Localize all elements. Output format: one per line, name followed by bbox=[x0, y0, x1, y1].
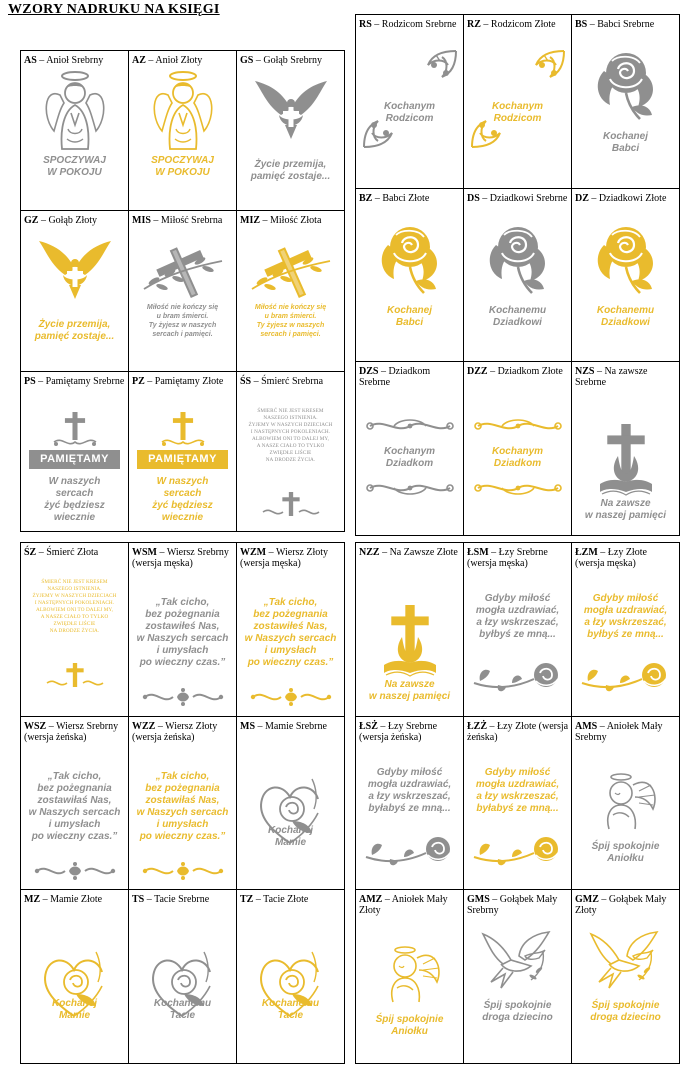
print-text: W naszych sercach żyć będziesz wiecznie bbox=[44, 475, 105, 523]
pattern-label bbox=[132, 721, 234, 743]
label-separator: – bbox=[487, 720, 498, 732]
label-separator: – bbox=[251, 375, 262, 387]
label-separator: – bbox=[145, 55, 156, 66]
print-text: Kochanemu Tacie bbox=[153, 998, 212, 1022]
label-separator: – bbox=[378, 366, 389, 378]
pattern-code: DZS bbox=[359, 366, 379, 378]
pattern-bz bbox=[356, 189, 464, 363]
print-text: SPOCZYWAJ W POKOJU bbox=[151, 155, 214, 178]
label-separator: – bbox=[260, 215, 270, 227]
pattern-name: Mamie Srebrne bbox=[265, 720, 327, 732]
label-separator: – bbox=[155, 720, 166, 732]
cross-ornament-icon bbox=[158, 410, 208, 455]
pattern-label bbox=[467, 19, 569, 30]
pattern-name: Łzy Złote (wersja żeńska) bbox=[467, 720, 569, 743]
dove-cross-icon bbox=[253, 79, 329, 146]
pattern-label bbox=[359, 721, 461, 743]
rose-icon bbox=[484, 219, 552, 300]
pattern-code: DZZ bbox=[467, 366, 488, 378]
pattern-dz bbox=[572, 189, 680, 363]
pattern-gs bbox=[237, 51, 345, 211]
pattern-wsm bbox=[129, 543, 237, 717]
pattern-code: WZZ bbox=[132, 720, 156, 732]
pattern-label bbox=[359, 366, 461, 388]
pattern-code: RZ bbox=[467, 19, 481, 30]
print-text: Gdyby miłość mogła uzdrawiać, a łzy wskrzeszać, byłbyś ze mną... bbox=[475, 593, 560, 640]
label-separator: – bbox=[489, 894, 500, 906]
pattern-code: WSM bbox=[132, 547, 157, 558]
pattern-label bbox=[240, 547, 342, 569]
pattern-label bbox=[240, 55, 342, 66]
pattern-label bbox=[575, 19, 677, 30]
pattern-name: Miłość Złota bbox=[270, 215, 322, 227]
pattern-name: Miłość Srebrna bbox=[160, 215, 223, 227]
pattern-label bbox=[132, 547, 234, 569]
pattern-rz bbox=[464, 15, 572, 189]
pattern-code: AZ bbox=[132, 55, 146, 66]
label-separator: – bbox=[40, 894, 51, 906]
pattern-code: ŁZŻ bbox=[467, 720, 488, 732]
small-cross-icon bbox=[45, 661, 105, 694]
pattern-label bbox=[132, 55, 234, 66]
rose-branch-icon bbox=[472, 833, 564, 872]
pattern-label bbox=[467, 193, 569, 204]
print-text: Kochanej Mamie bbox=[51, 998, 97, 1022]
pattern-code: GMS bbox=[467, 894, 490, 906]
pattern-label bbox=[24, 215, 126, 226]
pattern-az bbox=[129, 51, 237, 211]
pattern-code: DZ bbox=[575, 192, 589, 204]
pattern-code: TZ bbox=[240, 894, 254, 906]
cross-book-icon bbox=[596, 422, 656, 501]
pattern-nzs bbox=[572, 362, 680, 536]
pattern-as bbox=[21, 51, 129, 211]
pattern-block-2 bbox=[355, 14, 680, 536]
label-separator: – bbox=[253, 55, 264, 66]
pattern-code: MIZ bbox=[240, 215, 260, 227]
label-separator: – bbox=[38, 215, 49, 227]
print-text: ŚMIERĆ NIE JEST KRESEM NASZEGO ISTNIENIA. ŻYJEMY W NASZYCH DZIECIACH I NASTĘPNYCH POKOLENIACH. ALBOWIEM ONI TO DALEJ MY, A NASZE CIAŁO TO TYLKO ZWIĘDŁE LIŚCIE NA DRODZE ŻYCIA. bbox=[32, 579, 117, 634]
print-text: Gdyby miłość mogła uzdrawiać, a łzy wskrzeszać, byłbyś ze mną... bbox=[583, 593, 668, 640]
print-text: Śpij spokojnie droga dziecino bbox=[590, 1000, 661, 1024]
print-text: Kochanej Mamie bbox=[267, 824, 313, 848]
pattern-label bbox=[575, 193, 677, 204]
label-separator: – bbox=[487, 366, 498, 378]
label-separator: – bbox=[377, 720, 388, 732]
cross-branch-icon bbox=[138, 245, 228, 306]
print-text: Kochanym Rodzicom bbox=[383, 101, 436, 124]
pattern-label bbox=[467, 547, 569, 569]
pattern-code: ŚZ bbox=[24, 547, 37, 558]
page-title: WZORY NADRUKU NA KSIĘGI bbox=[8, 2, 220, 17]
label-separator: – bbox=[144, 894, 155, 906]
rose-branch-icon bbox=[472, 659, 564, 698]
divider-ornament-icon bbox=[141, 687, 225, 712]
pattern-name: Tacie Srebrne bbox=[154, 894, 210, 906]
pattern-label bbox=[240, 894, 342, 905]
pattern-label bbox=[24, 55, 126, 66]
pattern-code: NZZ bbox=[359, 547, 380, 558]
pattern-name: Na Zawsze Złote bbox=[389, 547, 458, 558]
label-separator: – bbox=[597, 720, 607, 732]
small-cross-icon bbox=[261, 490, 321, 523]
label-separator: – bbox=[36, 55, 47, 66]
print-text: Gdyby miłość mogła uzdrawiać, a łzy wskrzeszać, byłabyś ze mną... bbox=[475, 766, 560, 814]
pattern-code: ŁZM bbox=[575, 547, 598, 558]
pattern-pz bbox=[129, 372, 237, 532]
angel-praying-icon bbox=[40, 69, 110, 156]
print-text: Kochanej Babci bbox=[602, 131, 648, 154]
pattern-name: Wiersz Srebrny (wersja męska) bbox=[132, 547, 229, 569]
rose-icon bbox=[592, 45, 660, 126]
print-text: Kochanym Dziadkom bbox=[383, 446, 436, 470]
pattern-code: MS bbox=[240, 720, 255, 732]
pattern-label bbox=[24, 721, 126, 743]
print-text: „Tak cicho, bez pożegnania zostawiłaś Nas, w Naszych sercach i umysłach po wieczny czas.” bbox=[136, 770, 229, 842]
pattern-name: Wiersz Złoty (wersja żeńska) bbox=[132, 720, 218, 743]
pattern-ms bbox=[237, 717, 345, 891]
print-text: Kochanemu Dziadkowi bbox=[596, 304, 655, 328]
pattern-label bbox=[359, 547, 461, 558]
label-separator: – bbox=[480, 19, 491, 30]
pattern-dzs bbox=[356, 362, 464, 536]
pattern-code: AS bbox=[24, 55, 37, 66]
pattern-code: AMZ bbox=[359, 894, 383, 906]
pattern-name: Łzy Srebrne (wersja żeńska) bbox=[359, 720, 438, 743]
pattern-label bbox=[240, 721, 342, 732]
print-text: Śpij spokojnie Aniołku bbox=[375, 1014, 444, 1038]
label-separator: – bbox=[36, 547, 47, 558]
label-separator: – bbox=[588, 192, 599, 204]
pattern-name: Mamie Złote bbox=[50, 894, 103, 906]
label-separator: – bbox=[150, 215, 161, 227]
pattern-label bbox=[575, 894, 677, 916]
pattern-ams bbox=[572, 717, 680, 891]
pattern-name: Rodzicom Srebrne bbox=[381, 19, 457, 30]
rose-branch-icon bbox=[580, 659, 672, 698]
pattern-label bbox=[24, 894, 126, 905]
pattern-label bbox=[575, 721, 677, 743]
print-text: „Tak cicho, bez pożegnania zostawiłeś Nas, w Naszych sercach i umysłach po wieczny czas.” bbox=[136, 597, 229, 668]
print-text: Kochanym Rodzicom bbox=[491, 101, 544, 124]
dove-branch-icon bbox=[589, 930, 663, 997]
pattern-code: NZS bbox=[575, 366, 595, 378]
pattern-name: Gołąb Złoty bbox=[48, 215, 98, 227]
pattern-label bbox=[132, 376, 234, 387]
pattern-name: Pamiętamy Złote bbox=[154, 375, 224, 387]
print-text: „Tak cicho, bez pożegnania zostawiłaś Nas, w Naszych sercach i umysłach po wieczny czas.” bbox=[28, 770, 121, 842]
pattern-lsm bbox=[464, 543, 572, 717]
label-separator: – bbox=[144, 375, 155, 387]
pattern-label bbox=[132, 215, 234, 226]
banner-label: PAMIĘTAMY bbox=[137, 450, 228, 469]
pattern-name: Babci Złote bbox=[382, 192, 430, 204]
label-separator: – bbox=[594, 366, 605, 378]
pattern-name: Aniołek Mały Złoty bbox=[359, 894, 448, 917]
pattern-wsz bbox=[21, 717, 129, 891]
pattern-code: DS bbox=[467, 192, 480, 204]
pattern-mz bbox=[21, 890, 129, 1064]
pattern-ds bbox=[464, 189, 572, 363]
pattern-code: PZ bbox=[132, 375, 145, 387]
dove-cross-icon bbox=[37, 239, 113, 306]
label-separator: – bbox=[479, 192, 490, 204]
baby-angel-icon bbox=[593, 771, 659, 836]
pattern-wzz bbox=[129, 717, 237, 891]
pattern-block-4 bbox=[355, 542, 680, 1064]
rose-branch-icon bbox=[364, 833, 456, 872]
pattern-name: Tacie Złote bbox=[263, 894, 309, 906]
label-separator: – bbox=[372, 192, 383, 204]
pattern-code: BS bbox=[575, 19, 588, 30]
pattern-label bbox=[240, 215, 342, 226]
pattern-name: Wiersz Srebrny (wersja żeńska) bbox=[24, 720, 119, 743]
pattern-ps bbox=[21, 372, 129, 532]
label-separator: – bbox=[382, 894, 392, 906]
pattern-name: Gołąbek Mały Złoty bbox=[575, 894, 667, 917]
pattern-name: Anioł Złoty bbox=[155, 55, 203, 66]
print-text: Kochanemu Dziadkowi bbox=[488, 304, 547, 328]
print-text: Miłość nie kończy się u bram śmierci. Ty żyjesz w naszych sercach i pamięci. bbox=[146, 304, 219, 339]
label-separator: – bbox=[255, 720, 265, 732]
pattern-name: Rodzicom Złote bbox=[490, 19, 556, 30]
pattern-code: MIS bbox=[132, 215, 151, 227]
baby-angel-icon bbox=[377, 944, 443, 1009]
pattern-lsz bbox=[356, 717, 464, 891]
pattern-gms bbox=[464, 890, 572, 1064]
divider-ornament-icon bbox=[33, 861, 117, 886]
pattern-label bbox=[359, 19, 461, 30]
pattern-code: GZ bbox=[24, 215, 39, 227]
label-separator: – bbox=[266, 547, 276, 558]
print-text: ŚMIERĆ NIE JEST KRESEM NASZEGO ISTNIENIA. ŻYJEMY W NASZYCH DZIECIACH I NASTĘPNYCH POKOLENIACH. ALBOWIEM ONI TO DALEJ MY, A NASZE CIAŁO TO TYLKO ZWIĘDŁE LIŚCIE NA DRODZE ŻYCIA. bbox=[248, 407, 333, 463]
pattern-label bbox=[240, 376, 342, 387]
pattern-code: WSZ bbox=[24, 720, 47, 732]
pattern-name: Śmierć Srebrna bbox=[261, 375, 324, 387]
print-text: Kochanej Babci bbox=[386, 304, 432, 328]
pattern-code: BZ bbox=[359, 192, 373, 204]
pattern-name: Łzy Srebrne (wersja męska) bbox=[467, 547, 548, 569]
pattern-label bbox=[575, 366, 677, 388]
print-text: SPOCZYWAJ W POKOJU bbox=[43, 155, 106, 178]
label-separator: – bbox=[597, 547, 608, 558]
pattern-sz bbox=[21, 543, 129, 717]
pattern-name: Dziadkowi Złote bbox=[598, 192, 667, 204]
rose-icon bbox=[376, 219, 444, 300]
pattern-name: Łzy Złote (wersja męska) bbox=[575, 547, 647, 569]
pattern-code: ŚS bbox=[240, 375, 252, 387]
label-separator: – bbox=[157, 547, 167, 558]
pattern-label bbox=[575, 547, 677, 569]
pattern-name: Gołąbek Mały Srebrny bbox=[467, 894, 558, 917]
pattern-code: PS bbox=[24, 375, 36, 387]
pattern-block-1 bbox=[20, 50, 345, 532]
print-text: Kochanym Dziadkom bbox=[491, 446, 544, 470]
pattern-lzm bbox=[572, 543, 680, 717]
pattern-dzz bbox=[464, 362, 572, 536]
angel-praying-icon bbox=[148, 69, 218, 156]
pattern-label bbox=[467, 366, 569, 377]
pattern-code: MZ bbox=[24, 894, 41, 906]
pattern-gz bbox=[21, 211, 129, 371]
pattern-name: Aniołek Mały Srebrny bbox=[575, 720, 663, 743]
print-text: „Tak cicho, bez pożegnania zostawiłeś Nas, w Naszych sercach i umysłach po wieczny czas.” bbox=[244, 597, 337, 668]
pattern-tz bbox=[237, 890, 345, 1064]
print-text: Kochanemu Tacie bbox=[261, 998, 320, 1022]
label-separator: – bbox=[488, 547, 499, 558]
print-text: Na zawsze w naszej pamięci bbox=[584, 498, 667, 522]
pattern-block-3 bbox=[20, 542, 345, 1064]
print-text: W naszych sercach żyć będziesz wiecznie bbox=[152, 475, 213, 523]
pattern-mis bbox=[129, 211, 237, 371]
pattern-name: Dziadkom Srebrne bbox=[359, 366, 431, 389]
pattern-name: Babci Srebrne bbox=[597, 19, 655, 30]
label-separator: – bbox=[598, 894, 609, 906]
label-separator: – bbox=[253, 894, 264, 906]
label-separator: – bbox=[379, 547, 390, 558]
pattern-code: ŁSM bbox=[467, 547, 489, 558]
pattern-code: TS bbox=[132, 894, 145, 906]
pattern-gmz bbox=[572, 890, 680, 1064]
pattern-name: Gołąb Srebrny bbox=[263, 55, 322, 66]
print-text: Miłość nie kończy się u bram śmierci. Ty żyjesz w naszych sercach i pamięci. bbox=[254, 304, 327, 339]
pattern-code: ŁSŻ bbox=[359, 720, 378, 732]
pattern-label bbox=[132, 894, 234, 905]
pattern-label bbox=[467, 721, 569, 743]
pattern-amz bbox=[356, 890, 464, 1064]
pattern-ts bbox=[129, 890, 237, 1064]
pattern-lzz bbox=[464, 717, 572, 891]
pattern-code: GS bbox=[240, 55, 254, 66]
pattern-nzz bbox=[356, 543, 464, 717]
pattern-name: Pamiętamy Srebrne bbox=[45, 375, 125, 387]
pattern-miz bbox=[237, 211, 345, 371]
pattern-name: Na zawsze Srebrne bbox=[575, 366, 648, 389]
pattern-ss bbox=[237, 372, 345, 532]
pattern-name: Anioł Srebrny bbox=[46, 55, 104, 66]
pattern-label bbox=[359, 193, 461, 204]
print-text: Życie przemija, pamięć zostaje... bbox=[34, 319, 115, 343]
rose-icon bbox=[592, 219, 660, 300]
pattern-code: RS bbox=[359, 19, 372, 30]
print-text: Życie przemija, pamięć zostaje... bbox=[250, 159, 331, 182]
cross-book-icon bbox=[380, 603, 440, 682]
pattern-name: Wiersz Złoty (wersja męska) bbox=[240, 547, 329, 569]
pattern-label bbox=[467, 894, 569, 916]
pattern-label bbox=[24, 376, 126, 387]
dove-branch-icon bbox=[481, 930, 555, 997]
cross-branch-icon bbox=[246, 245, 336, 306]
label-separator: – bbox=[371, 19, 382, 30]
divider-ornament-icon bbox=[141, 861, 225, 886]
pattern-name: Śmierć Złota bbox=[46, 547, 99, 558]
print-text: Gdyby miłość mogła uzdrawiać, a łzy wskrzeszać, byłabyś ze mną... bbox=[367, 766, 452, 814]
pattern-name: Dziadkowi Srebrne bbox=[489, 192, 568, 204]
print-text: Śpij spokojnie droga dziecino bbox=[482, 1000, 553, 1024]
print-text: Na zawsze w naszej pamięci bbox=[368, 679, 451, 702]
pattern-wzm bbox=[237, 543, 345, 717]
label-separator: – bbox=[587, 19, 598, 30]
pattern-code: AMS bbox=[575, 720, 598, 732]
label-separator: – bbox=[46, 720, 57, 732]
pattern-rs bbox=[356, 15, 464, 189]
pattern-label bbox=[24, 547, 126, 558]
label-separator: – bbox=[35, 375, 46, 387]
print-text: Śpij spokojnie Aniołku bbox=[591, 840, 660, 864]
banner-label: PAMIĘTAMY bbox=[29, 450, 120, 469]
pattern-label bbox=[359, 894, 461, 916]
divider-ornament-icon bbox=[249, 687, 333, 712]
pattern-bs bbox=[572, 15, 680, 189]
pattern-code: WZM bbox=[240, 547, 267, 558]
pattern-name: Dziadkom Złote bbox=[497, 366, 563, 378]
cross-ornament-icon bbox=[50, 410, 100, 455]
pattern-code: GMZ bbox=[575, 894, 599, 906]
